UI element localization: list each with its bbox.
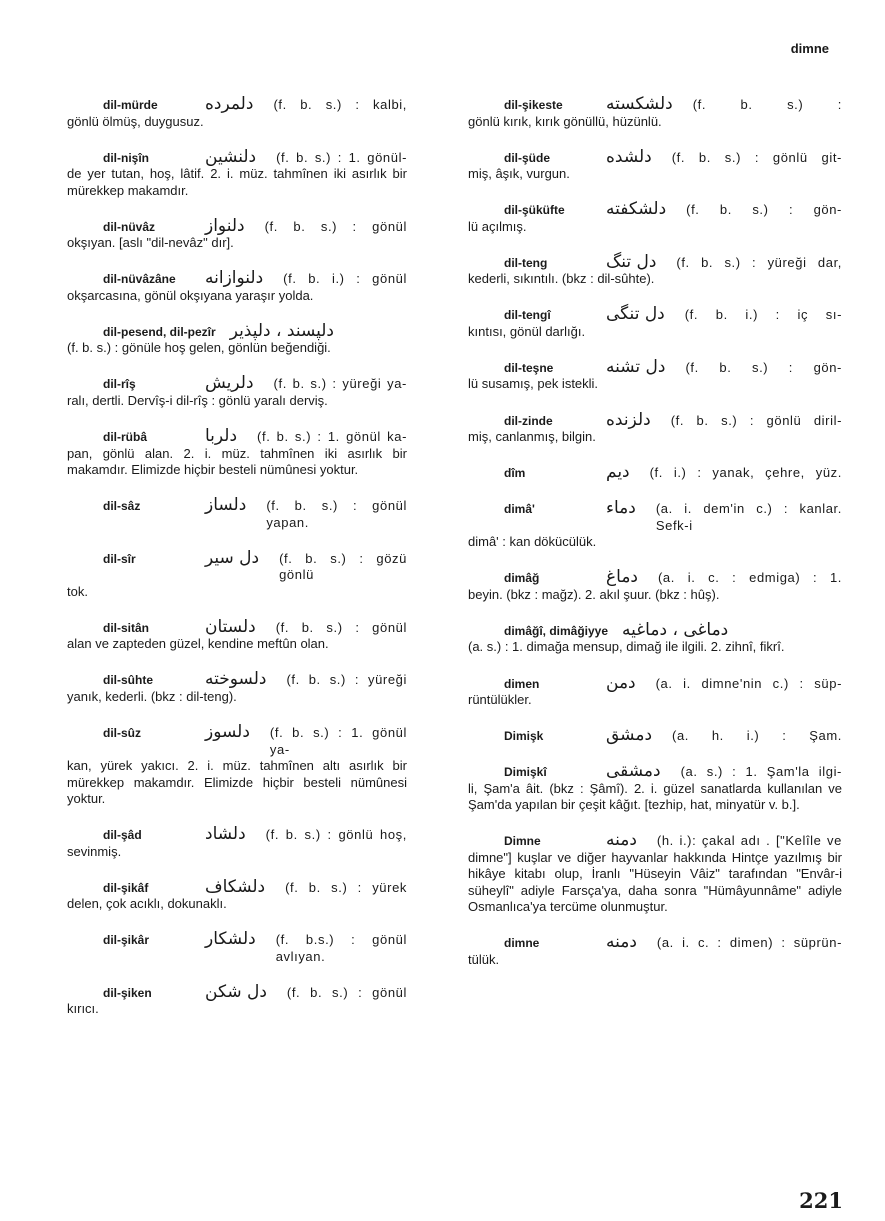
definition-lead: (f. b. s.) : yüreği	[286, 672, 407, 688]
dictionary-entry	[468, 356, 842, 393]
headword: dimâğî, dimâğiyye	[504, 623, 609, 638]
dictionary-entry	[468, 763, 842, 814]
definition-text: rüntülükler.	[468, 692, 532, 708]
dictionary-entry	[67, 320, 407, 357]
entry-head	[468, 500, 842, 534]
arabic-script: دلسوز	[205, 722, 250, 743]
definition-lead: (f. b. s.) :	[692, 97, 842, 112]
entry-head	[468, 569, 842, 587]
dictionary-entry	[67, 826, 407, 860]
headword: dil-nüvâzâne	[103, 272, 176, 287]
definition-lead: (f. b. s.) : gönül yapan.	[266, 498, 407, 530]
dictionary-entry	[468, 832, 842, 916]
arabic-script: دلشاد	[205, 824, 246, 845]
definition-lead: (a. h. i.) : Şam.	[672, 728, 842, 744]
definition-lead: (a. i. c. : edmiga) : 1.	[658, 570, 842, 586]
definition-text: miş, âşık, vurgun.	[468, 166, 570, 182]
arabic-script: دماء	[606, 498, 636, 519]
entry-head	[468, 409, 842, 430]
entry-head	[67, 616, 407, 637]
headword: dil-sûhte	[103, 673, 153, 688]
entry-head	[67, 146, 407, 167]
definition-lead: (a. i. dimne'nin c.) : süp-	[655, 675, 842, 691]
arabic-script: دماغى ، دماغيه	[622, 619, 729, 640]
entry-head	[67, 547, 407, 584]
arabic-script: دلشكار	[205, 929, 256, 950]
entry-head	[468, 96, 842, 114]
definition-text: delen, çok acıklı, dokunaklı.	[67, 896, 227, 912]
definition-text: de yer tutan, hoş, lâtif. 2. i. müz. tahmînen iki asırlık bir mürekkep makamdır.	[67, 166, 407, 198]
definition-text: alan ve zapteden güzel, kendine meftûn olan.	[67, 636, 329, 652]
entry-head	[67, 428, 407, 446]
definition-text: beyin. (bkz : mağz). 2. akıl şuur. (bkz : hûş).	[468, 586, 720, 602]
definition-lead: (a. i. c. : dimen) : süprün-	[656, 935, 842, 951]
entry-head	[67, 671, 407, 689]
dictionary-entry	[67, 270, 407, 304]
dictionary-entry	[468, 409, 842, 446]
dictionary-entry	[67, 724, 407, 808]
entry-head	[468, 464, 842, 482]
right-column	[468, 96, 842, 987]
entry-head	[67, 320, 407, 341]
arabic-script: دل شكن	[205, 981, 267, 1002]
entry-head	[468, 934, 842, 952]
headword: dil-şüde	[504, 150, 551, 165]
dictionary-entry	[67, 547, 407, 601]
entry-head	[67, 270, 407, 288]
definition-text: sevinmiş.	[67, 843, 122, 859]
definition-lead: (f. b. s.) : gönlü git-	[671, 149, 842, 165]
entry-head	[67, 981, 407, 1002]
dictionary-entry	[67, 876, 407, 913]
definition-text: kan, yürek yakıcı. 2. i. müz. tahmînen altı asırlık bir mürekkep makamdır. Elimizde hiçbir besteli nümûnesi yoktur.	[67, 758, 407, 807]
definition-text: ralı, dertli. Dervîş-i dil-rîş : gönlü yaralı derviş.	[67, 392, 328, 408]
arabic-script: دل تنگ	[606, 251, 657, 272]
dictionary-entry	[468, 934, 842, 968]
headword: dil-nüvâz	[103, 219, 156, 234]
arabic-script: دلشكاف	[205, 876, 266, 897]
headword: Dimişkî	[504, 765, 547, 780]
entry-head	[67, 497, 407, 531]
definition-lead: (f. i.) : yanak, çehre, yüz.	[649, 465, 842, 481]
definition-text: okşarcasına, gönül okşıyana yaraşır yolda.	[67, 287, 314, 303]
dictionary-entry	[67, 428, 407, 479]
entry-head	[468, 727, 842, 745]
headword: dil-rübâ	[103, 430, 147, 445]
arabic-script: دلنشين	[205, 146, 257, 167]
headword: dil-şâd	[103, 828, 142, 843]
entry-head	[468, 201, 842, 219]
arabic-script: دلشده	[606, 146, 652, 167]
entry-head	[468, 146, 842, 167]
dictionary-entry	[67, 931, 407, 965]
dictionary-entry	[67, 146, 407, 200]
definition-text: okşıyan. [aslı "dil-nevâz" dır].	[67, 235, 234, 251]
headword: dil-mürde	[103, 98, 158, 112]
definition-lead: (f. b. s.) : 1. gönül-	[276, 149, 407, 165]
arabic-script: دلشكفته	[606, 199, 667, 220]
headword: dil-sûz	[103, 726, 141, 741]
entry-head	[67, 931, 407, 965]
arabic-script: دلشكسته	[606, 94, 673, 114]
dictionary-entry	[468, 672, 842, 709]
definition-lead: (f. b. i.) : gönül	[283, 271, 407, 287]
dictionary-entry	[67, 497, 407, 531]
definition-lead: (a. i. dem'in c.) : kanlar. Sefk-i	[655, 501, 842, 533]
entry-head	[67, 876, 407, 897]
dictionary-entry	[67, 215, 407, 252]
arabic-script: دل تنگى	[606, 304, 665, 325]
headword: dil-teng	[504, 255, 548, 270]
arabic-script: دلربا	[205, 426, 238, 447]
headword: dil-teşne	[504, 360, 554, 375]
arabic-script: دمشقى	[606, 761, 661, 782]
headword: dil-şiken	[103, 985, 152, 1000]
definition-text: kederli, sıkıntılı. (bkz : dil-sûhte).	[468, 271, 655, 287]
left-column	[67, 96, 407, 1037]
headword: dil-sâz	[103, 499, 141, 514]
definition-text: tok.	[67, 583, 88, 599]
dictionary-entry	[468, 146, 842, 183]
entry-head	[468, 763, 842, 781]
entry-head	[67, 724, 407, 758]
definition-text: dimne"] kuşlar ve diğer hayvanlar hakkında Hintçe yazılmış bir hikâye kitabı olup, İranlı "Hüseyin Vâiz" tarafından "Envâr-i süheylî" adiyle Farsça'ya, daha sonra "Hümâyunnâme" adiyle Osmanlıca'ya tercüme olunmuştur.	[468, 849, 842, 915]
headword: dimâ'	[504, 502, 535, 517]
definition-text: miş, canlanmış, bilgin.	[468, 429, 596, 445]
entry-head	[67, 826, 407, 844]
arabic-script: ديم	[606, 462, 630, 483]
definition-lead: (f. b. s.) : gön-	[686, 202, 842, 218]
dictionary-entry	[67, 616, 407, 653]
definition-text: pan, gönlü alan. 2. i. müz. tahmînen iki asırlık bir makamdır. Elimizde hiçbir besteli nümûnesi yoktur.	[67, 445, 407, 478]
definition-text: yanık, kederli. (bkz : dil-teng).	[67, 688, 237, 704]
headword: dil-şikeste	[504, 98, 563, 112]
arabic-script: دلسوخته	[205, 669, 267, 690]
definition-text: kırıcı.	[67, 1001, 99, 1017]
definition-lead: (f. b. s.) : gönül	[275, 619, 407, 635]
arabic-script: دلساز	[205, 495, 247, 516]
definition-lead: (f. b. s.) : 1. gönül ya-	[269, 725, 407, 757]
definition-lead: (f. b. s.) : yüreği dar,	[676, 254, 842, 270]
headword: dil-nişîn	[103, 150, 149, 165]
dictionary-entry	[67, 671, 407, 705]
arabic-script: دمشق	[606, 725, 653, 746]
entry-head	[468, 306, 842, 324]
running-head: dimne	[790, 41, 829, 56]
dictionary-entry	[468, 306, 842, 340]
definition-text: (a. s.) : 1. dimağa mensup, dimağ ile ilgili. 2. zihnî, fikrî.	[468, 639, 785, 655]
arabic-script: دلزنده	[606, 409, 651, 430]
definition-text: tülük.	[468, 951, 500, 967]
dictionary-entry	[468, 464, 842, 482]
definition-lead: (f. b. s.) : yüreği ya-	[273, 376, 407, 392]
entry-head	[468, 251, 842, 272]
arabic-script: دل سير	[205, 547, 260, 568]
arabic-script: دمنه	[606, 830, 637, 851]
dictionary-entry	[67, 96, 407, 130]
arabic-script: دلنوازانه	[205, 268, 264, 289]
headword: dil-sîr	[103, 551, 136, 566]
entry-head	[468, 356, 842, 377]
definition-lead: (f. b. i.) : iç sı-	[684, 307, 842, 323]
definition-text: kıntısı, gönül darlığı.	[468, 323, 586, 339]
headword: dil-rîş	[103, 377, 136, 392]
definition-lead: (a. s.) : 1. Şam'la ilgi-	[680, 764, 842, 780]
entry-head	[468, 672, 842, 693]
entry-head	[67, 96, 407, 114]
dictionary-entry	[67, 375, 407, 409]
headword: dil-zinde	[504, 413, 553, 428]
definition-text: lü susamış, pek istekli.	[468, 376, 599, 392]
definition-text: gönlü ölmüş, duygusuz.	[67, 113, 204, 129]
entry-head	[67, 375, 407, 393]
arabic-script: دل تشنه	[606, 356, 666, 377]
page-number: 221	[799, 1188, 843, 1213]
arabic-script: دلمرده	[205, 94, 254, 114]
dictionary-entry	[468, 500, 842, 551]
headword: dimne	[504, 936, 540, 951]
headword: dil-şüküfte	[504, 203, 565, 218]
arabic-script: دمنه	[606, 932, 637, 953]
definition-lead: (f. b. s.) : kalbi,	[273, 97, 407, 112]
entry-head	[468, 619, 842, 640]
definition-text: lü açılmış.	[468, 218, 527, 234]
definition-text: gönlü kırık, kırık gönüllü, hüzünlü.	[468, 113, 662, 129]
definition-text: dimâ' : kan dökücülük.	[468, 534, 597, 550]
arabic-script: دلريش	[205, 373, 254, 394]
headword: Dimne	[504, 834, 541, 849]
dictionary-entry	[468, 251, 842, 288]
definition-lead: (f. b. s.) : gözü gönlü	[279, 550, 407, 583]
entry-head	[67, 215, 407, 236]
dictionary-entry	[67, 981, 407, 1018]
headword: dil-şikâf	[103, 880, 149, 895]
arabic-script: دماغ	[606, 567, 638, 588]
definition-lead: (f. b. s.) : gön-	[685, 359, 842, 375]
headword: dil-sitân	[103, 620, 150, 635]
definition-lead: (f. b. s.) : gönlü hoş,	[265, 827, 407, 843]
definition-lead: (f. b. s.) : gönül	[264, 218, 407, 234]
headword: Dimişk	[504, 729, 544, 744]
dictionary-entry	[468, 201, 842, 235]
dictionary-entry	[468, 727, 842, 745]
definition-lead: (f. b. s.) : 1. gönül ka-	[257, 429, 407, 445]
headword: dil-pesend, dil-pezîr	[103, 324, 216, 339]
dictionary-entry	[468, 96, 842, 130]
definition-lead: (f. b. s.) : gönlü diril-	[670, 412, 842, 428]
headword: dimâğ	[504, 571, 540, 586]
headword: dimen	[504, 676, 540, 691]
definition-lead: (h. i.): çakal adı . ["Kelîle ve	[656, 833, 842, 849]
entry-head	[468, 832, 842, 850]
definition-lead: (f. b. s.) : gönül	[286, 984, 407, 1000]
definition-text: li, Şam'a âit. (bkz : Şâmî). 2. i. güzel sanatlarda kullanılan ve Şam'da yapılan bir çeşit kâğıt. [tezhip, hat, minyatür v. b.].	[468, 780, 842, 813]
definition-text: (f. b. s.) : gönüle hoş gelen, gönlün beğendiği.	[67, 340, 331, 356]
dictionary-entry	[468, 619, 842, 656]
dictionary-entry	[468, 569, 842, 603]
headword: dil-tengî	[504, 308, 551, 323]
arabic-script: دلنواز	[205, 215, 245, 236]
arabic-script: دلستان	[205, 616, 256, 637]
arabic-script: دمن	[606, 672, 636, 693]
arabic-script: دلپسند ، دلپذير	[229, 320, 334, 341]
headword: dil-şikâr	[103, 933, 150, 948]
definition-lead: (f. b.s.) : gönül avlıyan.	[275, 932, 407, 964]
headword: dîm	[504, 466, 526, 481]
definition-lead: (f. b. s.) : yürek	[285, 879, 407, 895]
